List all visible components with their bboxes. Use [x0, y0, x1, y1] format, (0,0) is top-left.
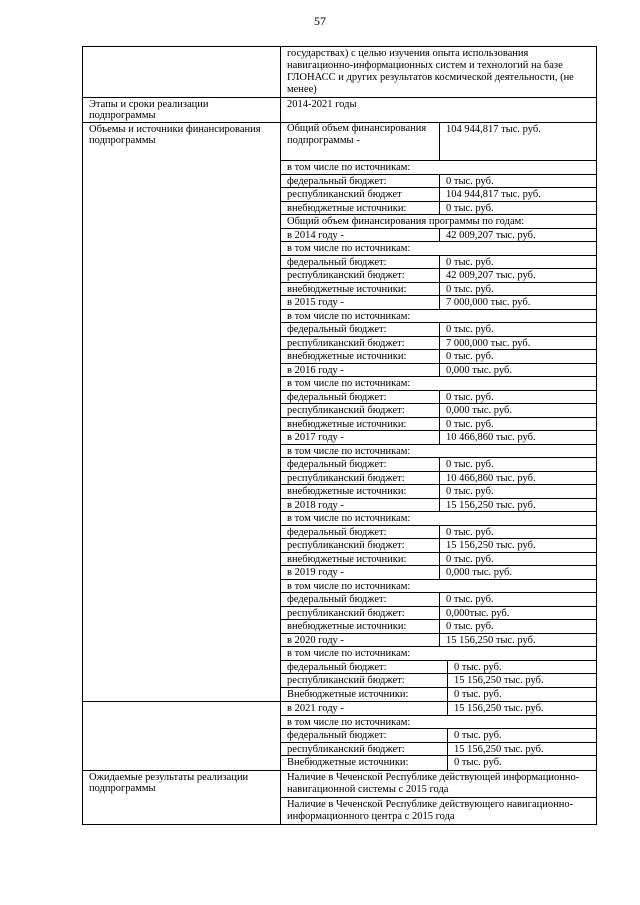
fin-row-text: в том числе по источникам: — [287, 580, 411, 592]
fin-row — [281, 620, 596, 634]
fin-row — [281, 526, 596, 540]
fin-row — [281, 634, 596, 648]
fin-row-value: 0 тыс. руб. — [454, 661, 502, 673]
fin-row-value: 7 000,000 тыс. руб. — [446, 297, 531, 308]
fin-row-label: республиканский бюджет: — [281, 674, 448, 687]
fin-row-label: республиканский бюджет: — [281, 607, 440, 620]
fin-row-value: 15 156,250 тыс. руб. — [454, 743, 544, 755]
fin-row-text: в том числе по источникам: — [287, 716, 411, 728]
fin-row — [281, 296, 596, 310]
fin-row — [281, 539, 596, 553]
fin-row — [281, 229, 596, 243]
fin-row-value: 104 944,817 тыс. руб. — [446, 189, 541, 200]
fin-row-label: в 2019 году - — [281, 566, 440, 579]
financing-subtable — [281, 123, 596, 701]
fin-total-row — [281, 123, 596, 161]
fin-row — [281, 512, 596, 526]
table-row-stages — [82, 98, 597, 123]
fin-row-label: Внебюджетные источники: — [281, 688, 448, 702]
fin-row-value: 0 тыс. руб. — [446, 418, 494, 430]
fin-row — [281, 647, 596, 661]
fin-row — [281, 310, 596, 324]
fin-row-label: внебюджетные источники: — [281, 485, 440, 498]
fin-row-label: федеральный бюджет: — [281, 175, 440, 188]
fin-row — [281, 472, 596, 486]
fin-row — [281, 418, 596, 432]
fin-row-label: федеральный бюджет: — [281, 729, 448, 742]
fin-row — [281, 283, 596, 297]
fin-row-value: 0 тыс. руб. — [446, 621, 494, 632]
fin-row-value: 0 тыс. руб. — [446, 459, 494, 470]
fin-row — [281, 688, 596, 702]
fin-row-label: республиканский бюджет: — [281, 269, 440, 282]
fin-row-value: 0 тыс. руб. — [446, 324, 494, 335]
fin-row-label: федеральный бюджет: — [281, 323, 440, 336]
fin-row — [281, 404, 596, 418]
row-label — [83, 702, 281, 770]
fin-row — [281, 553, 596, 567]
fin-row — [281, 729, 596, 743]
fin-row-label: в 2016 году - — [281, 364, 440, 377]
fin-row-text: в том числе по источникам: — [287, 378, 411, 389]
fin-row-label: республиканский бюджет: — [281, 539, 440, 552]
fin-row — [281, 499, 596, 513]
fin-row-value: 42 009,207 тыс. руб. — [446, 270, 536, 281]
fin-row-text: в том числе по источникам: — [287, 243, 411, 254]
fin-row — [281, 580, 596, 594]
fin-row — [281, 661, 596, 675]
fin-row-label: республиканский бюджет — [281, 188, 440, 201]
fin-row-text: в том числе по источникам: — [287, 445, 411, 457]
expected-item: Наличие в Чеченской Республике действующего навигационно-информационного центра с 2015 года — [287, 798, 574, 822]
fin-row-value: 0 тыс. руб. — [454, 730, 502, 741]
fin-row-value: 7 000,000 тыс. руб. — [446, 337, 531, 349]
fin-row-label: внебюджетные источники: — [281, 283, 440, 296]
expected-item: Наличие в Чеченской Республике действующей информационно-навигационной системы с 2015 года — [281, 771, 596, 798]
fin-row — [281, 716, 596, 730]
page-number: 57 — [314, 14, 326, 28]
row-label: Этапы и сроки реализации подпрограммы — [83, 98, 281, 122]
fin-row — [281, 323, 596, 337]
fin-row-label: федеральный бюджет: — [281, 593, 440, 606]
fin-row — [281, 674, 596, 688]
row-label: Объемы и источники финансирования подпрограммы — [83, 123, 281, 701]
fin-row-label: в 2021 году - — [281, 702, 448, 715]
fin-row — [281, 743, 596, 757]
fin-row-label: республиканский бюджет: — [281, 404, 440, 417]
fin-row-value: 0 тыс. руб. — [446, 351, 494, 362]
row-label: Ожидаемые результаты реализации подпрограммы — [83, 771, 281, 824]
fin-row-label: в 2014 году - — [281, 229, 440, 242]
fin-row — [281, 377, 596, 391]
fin-row — [281, 391, 596, 405]
fin-row-label: внебюджетные источники: — [281, 202, 440, 215]
fin-row-label: внебюджетные источники: — [281, 350, 440, 363]
fin-total-value: 104 944,817 тыс. руб. — [446, 124, 541, 135]
fin-row — [281, 337, 596, 351]
fin-row-value: 0 тыс. руб. — [446, 256, 494, 268]
expected-results — [281, 771, 596, 824]
fin-row-label: федеральный бюджет: — [281, 458, 440, 471]
fin-row-label: в 2018 году - — [281, 499, 440, 512]
fin-row-text: в том числе по источникам: — [287, 648, 411, 659]
fin-row-label: республиканский бюджет: — [281, 337, 440, 350]
table-row-continuation — [82, 46, 597, 98]
fin-row-value: 0 тыс. руб. — [446, 594, 494, 605]
fin-row-value: 0 тыс. руб. — [446, 391, 494, 403]
fin-row-label: федеральный бюджет: — [281, 526, 440, 539]
fin-row-label: федеральный бюджет: — [281, 661, 448, 674]
fin-row-value: 10 466,860 тыс. руб. — [446, 432, 536, 443]
table-row-financing-2021 — [82, 702, 597, 771]
fin-row-value: 0 тыс. руб. — [446, 553, 494, 565]
row-value: 2014-2021 годы — [287, 99, 357, 110]
fin-row-value: 0 тыс. руб. — [446, 175, 494, 187]
row-value: государствах) с целью изучения опыта использования навигационно-информационных систем и технологий на базе ГЛОНАСС и других результатов космической деятельности, (не менее) — [287, 48, 574, 95]
fin-row-value: 42 009,207 тыс. руб. — [446, 229, 536, 241]
fin-row-value: 10 466,860 тыс. руб. — [446, 472, 536, 484]
fin-row — [281, 431, 596, 445]
fin-row-label: Внебюджетные источники: — [281, 756, 448, 770]
fin-row-value: 0 тыс. руб. — [446, 526, 494, 538]
fin-row-label: федеральный бюджет: — [281, 256, 440, 269]
fin-row — [281, 215, 596, 229]
fin-row-value: 15 156,250 тыс. руб. — [446, 540, 536, 551]
fin-row-value: 0 тыс. руб. — [446, 283, 494, 295]
fin-row — [281, 485, 596, 499]
fin-row-value: 0,000 тыс. руб. — [446, 567, 512, 578]
fin-row — [281, 702, 596, 716]
fin-row-label: федеральный бюджет: — [281, 391, 440, 404]
fin-row — [281, 242, 596, 256]
table-row-expected — [82, 771, 597, 825]
fin-row-label: республиканский бюджет: — [281, 743, 448, 756]
fin-row-label: внебюджетные источники: — [281, 418, 440, 431]
fin-row — [281, 175, 596, 189]
row-label — [83, 47, 281, 97]
table-row-financing — [82, 123, 597, 702]
fin-row-value: 0 тыс. руб. — [446, 202, 494, 214]
fin-row-value: 15 156,250 тыс. руб. — [454, 703, 544, 714]
fin-row — [281, 607, 596, 621]
fin-row-value: 15 156,250 тыс. руб. — [454, 675, 544, 686]
fin-row-value: 0 тыс. руб. — [454, 757, 502, 768]
fin-row — [281, 756, 596, 770]
fin-row-label: в 2017 году - — [281, 431, 440, 444]
fin-row — [281, 161, 596, 175]
fin-row-text: Общий объем финансирования программы по годам: — [287, 216, 525, 227]
fin-row-value: 0 тыс. руб. — [454, 688, 502, 700]
fin-row — [281, 445, 596, 459]
fin-row-label: республиканский бюджет: — [281, 472, 440, 485]
fin-row-value: 0 тыс. руб. — [446, 486, 494, 497]
fin-row — [281, 350, 596, 364]
fin-row-value: 0,000тыс. руб. — [446, 607, 510, 619]
financing-subtable-2021 — [281, 702, 596, 770]
fin-row-text: в том числе по источникам: — [287, 162, 411, 173]
fin-row — [281, 566, 596, 580]
fin-row — [281, 364, 596, 378]
fin-row-value: 0,000 тыс. руб. — [446, 405, 512, 416]
fin-row-label: в 2020 году - — [281, 634, 440, 647]
fin-row-value: 15 156,250 тыс. руб. — [446, 499, 536, 511]
fin-row — [281, 256, 596, 270]
fin-total-label: Общий объем финансирования подпрограммы - — [281, 123, 440, 160]
fin-row-text: в том числе по источникам: — [287, 513, 411, 524]
passport-table — [82, 46, 597, 825]
fin-row-value: 15 156,250 тыс. руб. — [446, 634, 536, 646]
fin-row — [281, 458, 596, 472]
fin-row — [281, 269, 596, 283]
fin-row — [281, 188, 596, 202]
fin-row — [281, 202, 596, 216]
fin-row-text: в том числе по источникам: — [287, 310, 411, 322]
fin-row-label: внебюджетные источники: — [281, 620, 440, 633]
fin-row-label: внебюджетные источники: — [281, 553, 440, 566]
fin-row-value: 0,000 тыс. руб. — [446, 364, 512, 376]
fin-row-label: в 2015 году - — [281, 296, 440, 309]
fin-row — [281, 593, 596, 607]
